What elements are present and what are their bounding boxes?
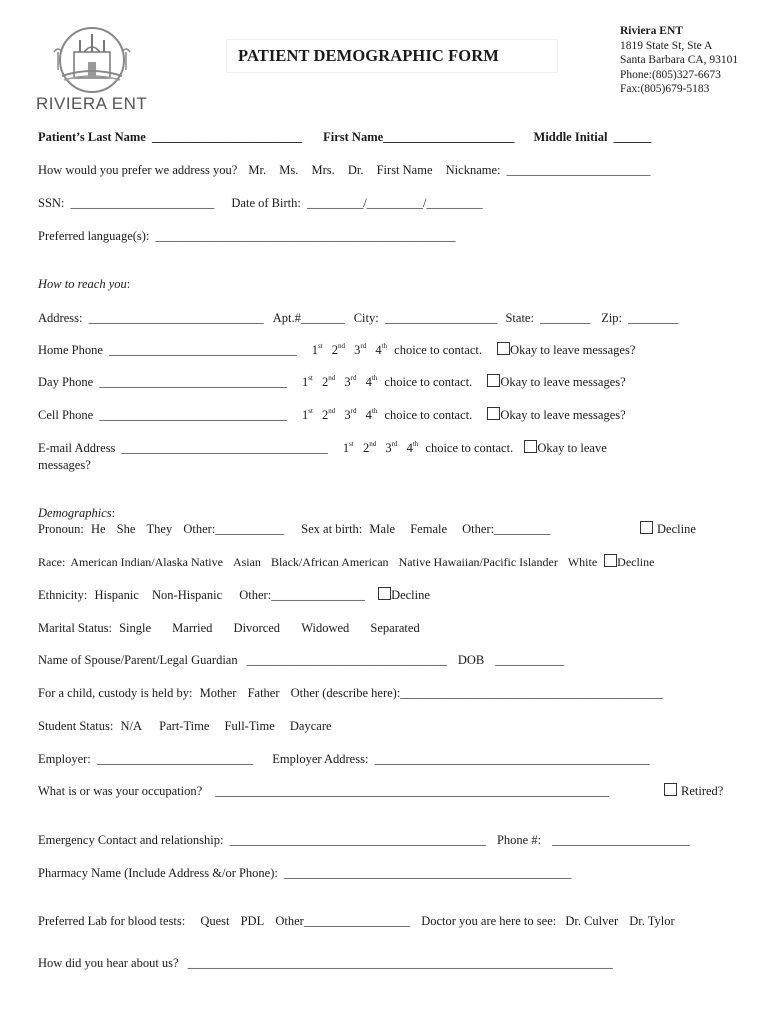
pharmacy-label: Pharmacy Name (Include Address &/or Phone): <box>38 866 278 880</box>
custody-father[interactable]: Father <box>247 686 280 700</box>
cell-phone-field[interactable]: ______________________________ <box>99 408 287 422</box>
pronoun-she[interactable]: She <box>116 522 136 536</box>
pronoun-decline <box>640 521 696 537</box>
marital-single[interactable]: Single <box>119 621 152 635</box>
pronoun-decline-label: Decline <box>657 522 696 536</box>
pronoun-other-field[interactable]: ___________ <box>215 522 285 536</box>
retired-checkbox[interactable] <box>664 783 677 796</box>
home-phone-label: Home Phone <box>38 343 103 357</box>
choice-2nd[interactable] <box>322 374 335 390</box>
lab-pdl[interactable]: PDL <box>240 914 265 928</box>
spouse-dob-label: DOB <box>457 653 485 667</box>
cell-phone-label: Cell Phone <box>38 408 94 422</box>
clinic-address-block <box>620 24 738 97</box>
reach-heading <box>38 276 130 292</box>
spouse-dob-field[interactable]: ___________ <box>495 653 565 667</box>
home-phone-field[interactable]: ______________________________ <box>109 343 297 357</box>
okay-to-leave-label-part1: Okay to leave <box>537 441 607 455</box>
city-label: City: <box>353 311 379 325</box>
sex-other-label: Other: <box>462 522 495 536</box>
emergency-phone-field[interactable]: ______________________ <box>552 833 690 847</box>
marital-widowed[interactable]: Widowed <box>301 621 350 635</box>
address-field[interactable]: ____________________________ <box>88 311 264 325</box>
choice-1-sup: st <box>308 407 313 415</box>
ethnicity-other-field[interactable]: _______________ <box>271 588 365 602</box>
ethnicity-label: Ethnicity: <box>38 588 88 602</box>
spouse-row <box>38 652 564 668</box>
email-row <box>38 440 607 456</box>
custody-other-label: Other (describe here): <box>290 686 401 700</box>
sex-male[interactable]: Male <box>369 522 396 536</box>
choice-3rd[interactable] <box>354 342 366 358</box>
doctor-tylor[interactable]: Dr. Tylor <box>629 914 675 928</box>
city-field[interactable]: __________________ <box>384 311 498 325</box>
choice-4-sup: th <box>412 440 419 448</box>
state-field[interactable]: ________ <box>540 311 591 325</box>
option-mrs[interactable]: Mrs. <box>311 163 335 177</box>
race-black[interactable]: Black/African American <box>270 555 389 569</box>
sex-at-birth-label: Sex at birth: <box>301 522 363 536</box>
choice-suffix: choice to contact. <box>425 441 514 455</box>
occupation-row <box>38 783 609 799</box>
choice-3rd[interactable] <box>344 407 356 423</box>
middle-initial-field[interactable]: ______ <box>613 130 652 144</box>
language-field[interactable]: ________________________________________________ <box>155 229 456 243</box>
marital-divorced[interactable]: Divorced <box>233 621 281 635</box>
zip-label: Zip: <box>601 311 623 325</box>
choice-4-sup: th <box>371 407 378 415</box>
dob-field[interactable]: _________/_________/_________ <box>306 196 483 210</box>
choice-4-sup: th <box>381 342 388 350</box>
student-part-time[interactable]: Part-Time <box>159 719 210 733</box>
student-label: Student Status: <box>38 719 114 733</box>
first-name-label: First Name <box>323 130 384 144</box>
apt-field[interactable]: _______ <box>300 311 345 325</box>
lab-other-field[interactable]: _________________ <box>303 914 411 928</box>
state-label: State: <box>505 311 534 325</box>
marital-separated[interactable]: Separated <box>370 621 420 635</box>
okay-to-leave-label: Okay to leave messages? <box>510 343 636 357</box>
choice-suffix: choice to contact. <box>394 343 482 357</box>
race-american-indian[interactable]: American Indian/Alaska Native <box>70 555 223 569</box>
clinic-phone: Phone:(805)327-6673 <box>620 68 721 81</box>
race-label: Race: <box>38 555 66 569</box>
choice-1st[interactable] <box>302 374 313 390</box>
pharmacy-row <box>38 865 572 881</box>
custody-row <box>38 685 663 701</box>
choice-1-sup: st <box>349 440 354 448</box>
pronoun-they[interactable]: They <box>146 522 173 536</box>
choice-4-num: 4 <box>406 441 413 455</box>
email-row-wrap <box>38 457 91 473</box>
choice-1st[interactable] <box>302 407 313 423</box>
ethnicity-hispanic[interactable]: Hispanic <box>94 588 139 602</box>
pronoun-row <box>38 521 550 537</box>
zip-field[interactable]: ________ <box>628 311 679 325</box>
choice-4th[interactable] <box>375 342 387 358</box>
okay-to-leave-checkbox[interactable] <box>497 342 510 355</box>
ssn-row <box>38 195 483 211</box>
race-decline-label: Decline <box>617 555 655 569</box>
day-phone-field[interactable]: ______________________________ <box>99 375 287 389</box>
language-label: Preferred language(s): <box>38 229 150 243</box>
dob-label: Date of Birth: <box>231 196 301 210</box>
option-first-name[interactable]: First Name <box>376 163 433 177</box>
choice-suffix: choice to contact. <box>384 408 473 422</box>
name-row <box>38 129 651 145</box>
employer-field[interactable]: _________________________ <box>96 752 254 766</box>
hear-about-row <box>38 955 613 971</box>
lab-other-label: Other <box>275 914 304 928</box>
choice-4th[interactable] <box>366 407 378 423</box>
choice-3-sup: rd <box>350 374 357 382</box>
okay-to-leave-checkbox[interactable] <box>487 407 500 420</box>
choice-4-num: 4 <box>365 375 372 389</box>
choice-3-sup: rd <box>391 440 398 448</box>
clinic-street: 1819 State St, Ste A <box>620 39 713 52</box>
employer-address-label: Employer Address: <box>272 752 369 766</box>
choice-1st[interactable] <box>312 342 323 358</box>
pronoun-he[interactable]: He <box>90 522 106 536</box>
choice-2-num: 2 <box>322 375 329 389</box>
emergency-phone-label: Phone #: <box>496 833 542 847</box>
race-native-hawaiian[interactable]: Native Hawaiian/Pacific Islander <box>398 555 558 569</box>
day-phone-label: Day Phone <box>38 375 94 389</box>
ssn-field[interactable]: _______________________ <box>70 196 215 210</box>
sex-other-field[interactable]: _________ <box>494 522 551 536</box>
ethnicity-row <box>38 587 430 603</box>
retired-option <box>664 783 723 799</box>
option-mr[interactable]: Mr. <box>248 163 267 177</box>
demographics-heading-text: Demographics <box>38 506 112 520</box>
choice-3-sup: rd <box>360 342 367 350</box>
okay-to-leave-label: Okay to leave messages? <box>500 375 626 389</box>
marital-married[interactable]: Married <box>172 621 213 635</box>
hear-about-label: How did you hear about us? <box>38 956 179 970</box>
hear-about-field[interactable]: ____________________________________________________________________ <box>187 956 613 970</box>
employer-row <box>38 751 650 767</box>
demographics-heading-colon: : <box>111 506 116 520</box>
choice-2-sup: nd <box>337 342 345 350</box>
emergency-row <box>38 832 690 848</box>
choice-suffix: choice to contact. <box>384 375 473 389</box>
okay-to-leave-label: Okay to leave messages? <box>500 408 626 422</box>
day-phone-row <box>38 374 626 390</box>
marital-row <box>38 620 420 636</box>
clinic-name: Riviera ENT <box>620 25 683 37</box>
race-decline-checkbox[interactable] <box>604 554 617 567</box>
email-field[interactable]: _________________________________ <box>121 441 328 455</box>
choice-3-num: 3 <box>385 441 392 455</box>
sex-female[interactable]: Female <box>410 522 448 536</box>
logo-text: RIVIERA ENT <box>36 94 148 113</box>
occupation-label: What is or was your occupation? <box>38 784 203 798</box>
student-na[interactable]: N/A <box>120 719 143 733</box>
cell-phone-row <box>38 407 626 423</box>
employer-address-field[interactable]: ____________________________________________ <box>374 752 650 766</box>
demographics-heading <box>38 505 115 521</box>
choice-2-sup: nd <box>328 407 336 415</box>
pronoun-other-label: Other: <box>183 522 216 536</box>
ethnicity-decline-checkbox[interactable] <box>378 587 391 600</box>
spouse-field[interactable]: ________________________________ <box>246 653 447 667</box>
language-row <box>38 228 456 244</box>
address-preference-row <box>38 162 650 178</box>
clinic-city: Santa Barbara CA, 93101 <box>620 54 739 66</box>
choice-3rd[interactable] <box>385 440 397 456</box>
doctor-culver[interactable]: Dr. Culver <box>565 914 619 928</box>
student-full-time[interactable]: Full-Time <box>224 719 275 733</box>
choice-1-sup: st <box>317 342 323 350</box>
choice-3-num: 3 <box>344 408 351 422</box>
employer-label: Employer: <box>38 752 91 766</box>
choice-1-num: 1 <box>311 343 318 357</box>
emergency-field[interactable]: _________________________________________ <box>229 833 486 847</box>
student-daycare[interactable]: Daycare <box>289 719 332 733</box>
home-phone-row <box>38 342 635 358</box>
riviera-ent-logo <box>34 22 150 114</box>
option-dr[interactable]: Dr. <box>347 163 364 177</box>
nickname-field[interactable]: _______________________ <box>506 163 651 177</box>
lab-row <box>38 913 675 929</box>
race-row <box>38 554 654 570</box>
choice-2nd[interactable] <box>322 407 335 423</box>
choice-2-sup: nd <box>369 440 377 448</box>
choice-2nd[interactable] <box>332 342 345 358</box>
okay-to-leave-checkbox[interactable] <box>524 440 537 453</box>
clinic-fax: Fax:(805)679-5183 <box>620 83 710 95</box>
reach-heading-text: How to reach you <box>38 277 127 291</box>
pronoun-label: Pronoun: <box>38 522 84 536</box>
student-row <box>38 718 332 734</box>
apt-label: Apt.# <box>272 311 301 325</box>
choice-4-num: 4 <box>365 408 372 422</box>
ssn-label: SSN: <box>38 196 65 210</box>
retired-label: Retired? <box>681 784 724 798</box>
ethnicity-decline-label: Decline <box>391 588 430 602</box>
custody-mother[interactable]: Mother <box>199 686 237 700</box>
choice-2-num: 2 <box>362 441 370 455</box>
middle-initial-label: Middle Initial <box>533 130 608 144</box>
emergency-label: Emergency Contact and relationship: <box>38 833 224 847</box>
ethnicity-non-hispanic[interactable]: Non-Hispanic <box>152 588 223 602</box>
occupation-field[interactable]: _______________________________________________________________ <box>215 784 610 798</box>
first-name-field[interactable]: _____________________ <box>383 130 515 144</box>
ethnicity-other-label: Other: <box>239 588 272 602</box>
lab-label: Preferred Lab for blood tests: <box>38 914 186 928</box>
nickname-label: Nickname: <box>445 163 501 177</box>
choice-1-num: 1 <box>342 441 350 455</box>
last-name-label: Patient’s Last Name <box>38 130 146 144</box>
choice-1st[interactable] <box>343 440 354 456</box>
marital-label: Marital Status: <box>38 621 112 635</box>
email-label: E-mail Address <box>38 441 116 455</box>
okay-to-leave-label-part2: messages? <box>38 458 91 472</box>
okay-to-leave-checkbox[interactable] <box>487 374 500 387</box>
choice-3-num: 3 <box>344 375 351 389</box>
choice-3-sup: rd <box>350 407 357 415</box>
choice-2nd[interactable] <box>363 440 376 456</box>
custody-other-field[interactable]: __________________________________________ <box>400 686 663 700</box>
choice-1-sup: st <box>308 374 313 382</box>
choice-2-num: 2 <box>331 343 338 357</box>
choice-1-num: 1 <box>301 408 309 422</box>
address-question: How would you prefer we address you? <box>38 163 238 177</box>
last-name-field[interactable]: ________________________ <box>151 130 302 144</box>
choice-4th[interactable] <box>366 374 378 390</box>
custody-label: For a child, custody is held by: <box>38 686 193 700</box>
doctor-label: Doctor you are here to see: <box>421 914 557 928</box>
choice-3rd[interactable] <box>344 374 356 390</box>
choice-1-num: 1 <box>301 375 309 389</box>
spouse-label: Name of Spouse/Parent/Legal Guardian <box>38 653 238 667</box>
pharmacy-field[interactable]: ______________________________________________ <box>284 866 572 880</box>
choice-2-sup: nd <box>328 374 336 382</box>
lab-quest[interactable]: Quest <box>200 914 230 928</box>
page-title: PATIENT DEMOGRAPHIC FORM <box>238 46 499 65</box>
choice-4-num: 4 <box>375 343 382 357</box>
address-label: Address: <box>38 311 83 325</box>
choice-4th[interactable] <box>407 440 419 456</box>
race-asian[interactable]: Asian <box>232 555 261 569</box>
option-ms[interactable]: Ms. <box>279 163 299 177</box>
choice-3-num: 3 <box>354 343 361 357</box>
reach-heading-colon: : <box>126 277 131 291</box>
race-white[interactable]: White <box>567 555 598 569</box>
address-line-row <box>38 310 678 326</box>
choice-4-sup: th <box>371 374 378 382</box>
choice-2-num: 2 <box>322 408 329 422</box>
pronoun-decline-checkbox[interactable] <box>640 521 653 534</box>
